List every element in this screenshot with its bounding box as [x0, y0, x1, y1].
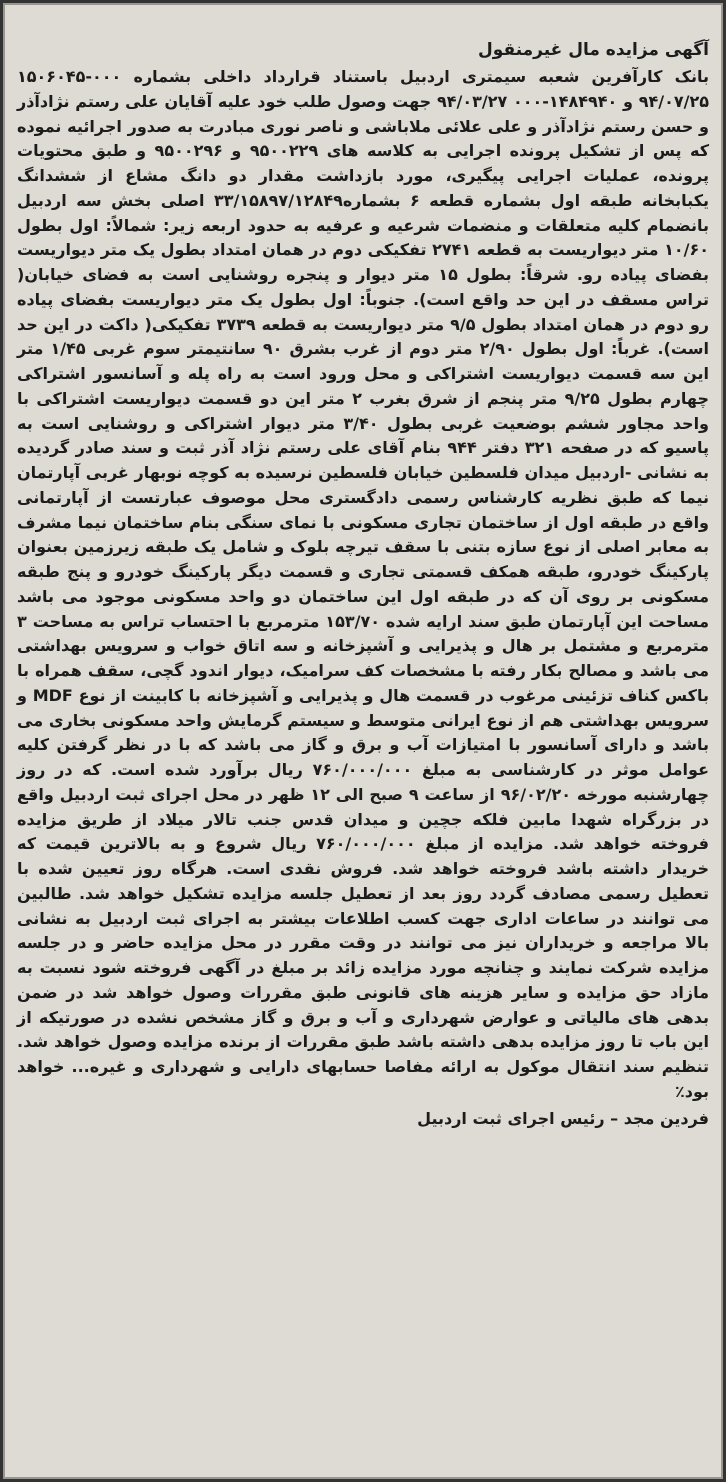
notice-body: بانک کارآفرین شعبه سیمتری اردبیل باستناد قرارداد داخلی بشماره ۰۰۰-۱۵۰۶۰۴۵ ۹۴/۰۷/۲۵ و ۱۴۸۴۹۴۰-۰۰۰ ۹۴/۰۳/۲۷ جهت وصول طلب خود علیه آقایان علی رستم نژادآذر و حسن رستم نژادآذر و علی علائی ملاباشی و ناصر نوری مبادرت به صدور اجرائیه نموده که پس از تشکیل پرونده اجرایی به کلاسه های ۹۵۰۰۲۲۹ و ۹۵۰۰۲۹۶ و طبق محتویات پرونده، عملیات اجرایی پیگیری، مورد بازداشت مقدار دو دانگ مشاع از ششدانگ یکبابخانه طبقه اول بشماره قطعه ۶ بشماره۳۳/۱۵۸۹۷/۱۲۸۴۹ اصلی بخش سه اردبیل بانضمام کلیه متعلقات و منضمات شرعیه و عرفیه به حدود اربعه زیر: شمالاً: اول بطول ۱۰/۶۰ متر دیواریست به قطعه ۲۷۴۱ تفکیکی دوم در همان امتداد بطول یک متر دیواریست بفضای پیاده رو. شرقاً: بطول ۱۵ متر دیوار و پنجره روشنایی است به فضای خیابان( تراس مسقف در این حد واقع است). جنوباً: اول بطول یک متر دیواریست بفضای پیاده رو دوم در همان امتداد بطول ۹/۵ متر دیواریست به قطعه ۳۷۳۹ تفکیکی( داکت در این حد است). غرباً: اول بطول ۲/۹۰ متر دوم از غرب بشرق ۹۰ سانتیمتر سوم غربی ۱/۴۵ متر این سه قسمت دیواریست اشتراکی و محل ورود است به راه پله و آسانسور اشتراکی چهارم بطول ۹/۲۵ متر پنجم از شرق بغرب ۲ متر این دو قسمت دیواریست اشتراکی با واحد مجاور ششم بوضعیت غربی بطول ۳/۴۰ متر دیوار اشتراکی و روشنایی است به پاسیو که در صفحه ۳۲۱ دفتر ۹۴۴ بنام آقای علی رستم نژاد آذر ثبت و سند صادر گردیده به نشانی -اردبیل میدان فلسطین خیابان فلسطین نرسیده به کوچه نوبهار غربی آپارتمان نیما که طبق نظریه کارشناس رسمی دادگستری محل موصوف عبارتست از آپارتمانی واقع در طبقه اول از ساختمان تجاری مسکونی با نمای سنگی بنام ساختمان نیما مشرف به معابر اصلی از نوع سازه بتنی با سقف تیرچه بلوک و شامل یک طبقه زیرزمین بعنوان پارکینگ خودرو، طبقه همکف قسمتی تجاری و قسمت دیگر پارکینگ خودرو و پنج طبقه مسکونی بر روی آن که در طبقه اول این ساختمان دو واحد مسکونی موجود می باشد مساحت این آپارتمان طبق سند ارایه شده ۱۵۳/۷۰ مترمربع با احتساب تراس به مساحت ۳ مترمربع و مشتمل بر هال و پذیرایی و آشپزخانه و سه اتاق خواب و سرویس بهداشتی می باشد و مصالح بکار رفته با مشخصات کف سرامیک، دیوار اندود گچی، سقف همراه با باکس کناف تزئینی مرغوب در قسمت هال و پذیرایی و آشپزخانه با کابینت از نوع MDF و سرویس بهداشتی هم از نوع ایرانی متوسط و سیستم گرمایش واحد مسکونی بخاری می باشد و دارای آسانسور با امتیازات آب و برق و گاز می باشد که با در نظر گرفتن کلیه عوامل موثر در کارشناسی به مبلغ ۷۶۰/۰۰۰/۰۰۰ ریال برآورد شده است. که در روز چهارشنبه مورخه ۹۶/۰۲/۲۰ از ساعت ۹ صبح الی ۱۲ ظهر در محل اجرای ثبت اردبیل واقع در بزرگراه شهدا مابین فلکه جچین و میدان قدس جنب تالار میلاد از طریق مزایده فروخته خواهد شد. مزایده از مبلغ ۷۶۰/۰۰۰/۰۰۰ ریال شروع و به بالاترین قیمت که خریدار داشته باشد فروخته خواهد شد. فروش نقدی است. هرگاه روز تعیین شده با تعطیل رسمی مصادف گردد روز بعد از تعطیل جلسه مزایده تشکیل خواهد شد. طالبین می توانند در ساعات اداری جهت کسب اطلاعات بیشتر به اجرای ثبت اردبیل به نشانی بالا مراجعه و خریداران نیز می توانند در وقت مقرر در محل مزایده حاضر و در جلسه مزایده شرکت نمایند و چنانچه مورد مزایده زائد بر مبلغ در آگهی فروخته شود نسبت به مازاد حق مزایده و سایر هزینه های قانونی طبق مقررات وصول خواهد شد در ضمن بدهی های مالیاتی و عوارض شهرداری و آب و برق و گاز مشخص نشده در صورتیکه از این باب تا روز مزایده بدهی داشته باشد طبق مقررات از برنده مزایده وصول خواهد شد. تنظیم سند انتقال موکول به ارائه مفاصا حسابهای دارایی و شهرداری و غیره... خواهد بود٪: [17, 67, 710, 1101]
notice-content: [17, 37, 709, 1467]
notice-title: آگهی مزایده مال غیرمنقول: [478, 40, 709, 60]
notice-signature: فردین مجد – رئیس اجرای ثبت اردبیل: [417, 1108, 709, 1128]
